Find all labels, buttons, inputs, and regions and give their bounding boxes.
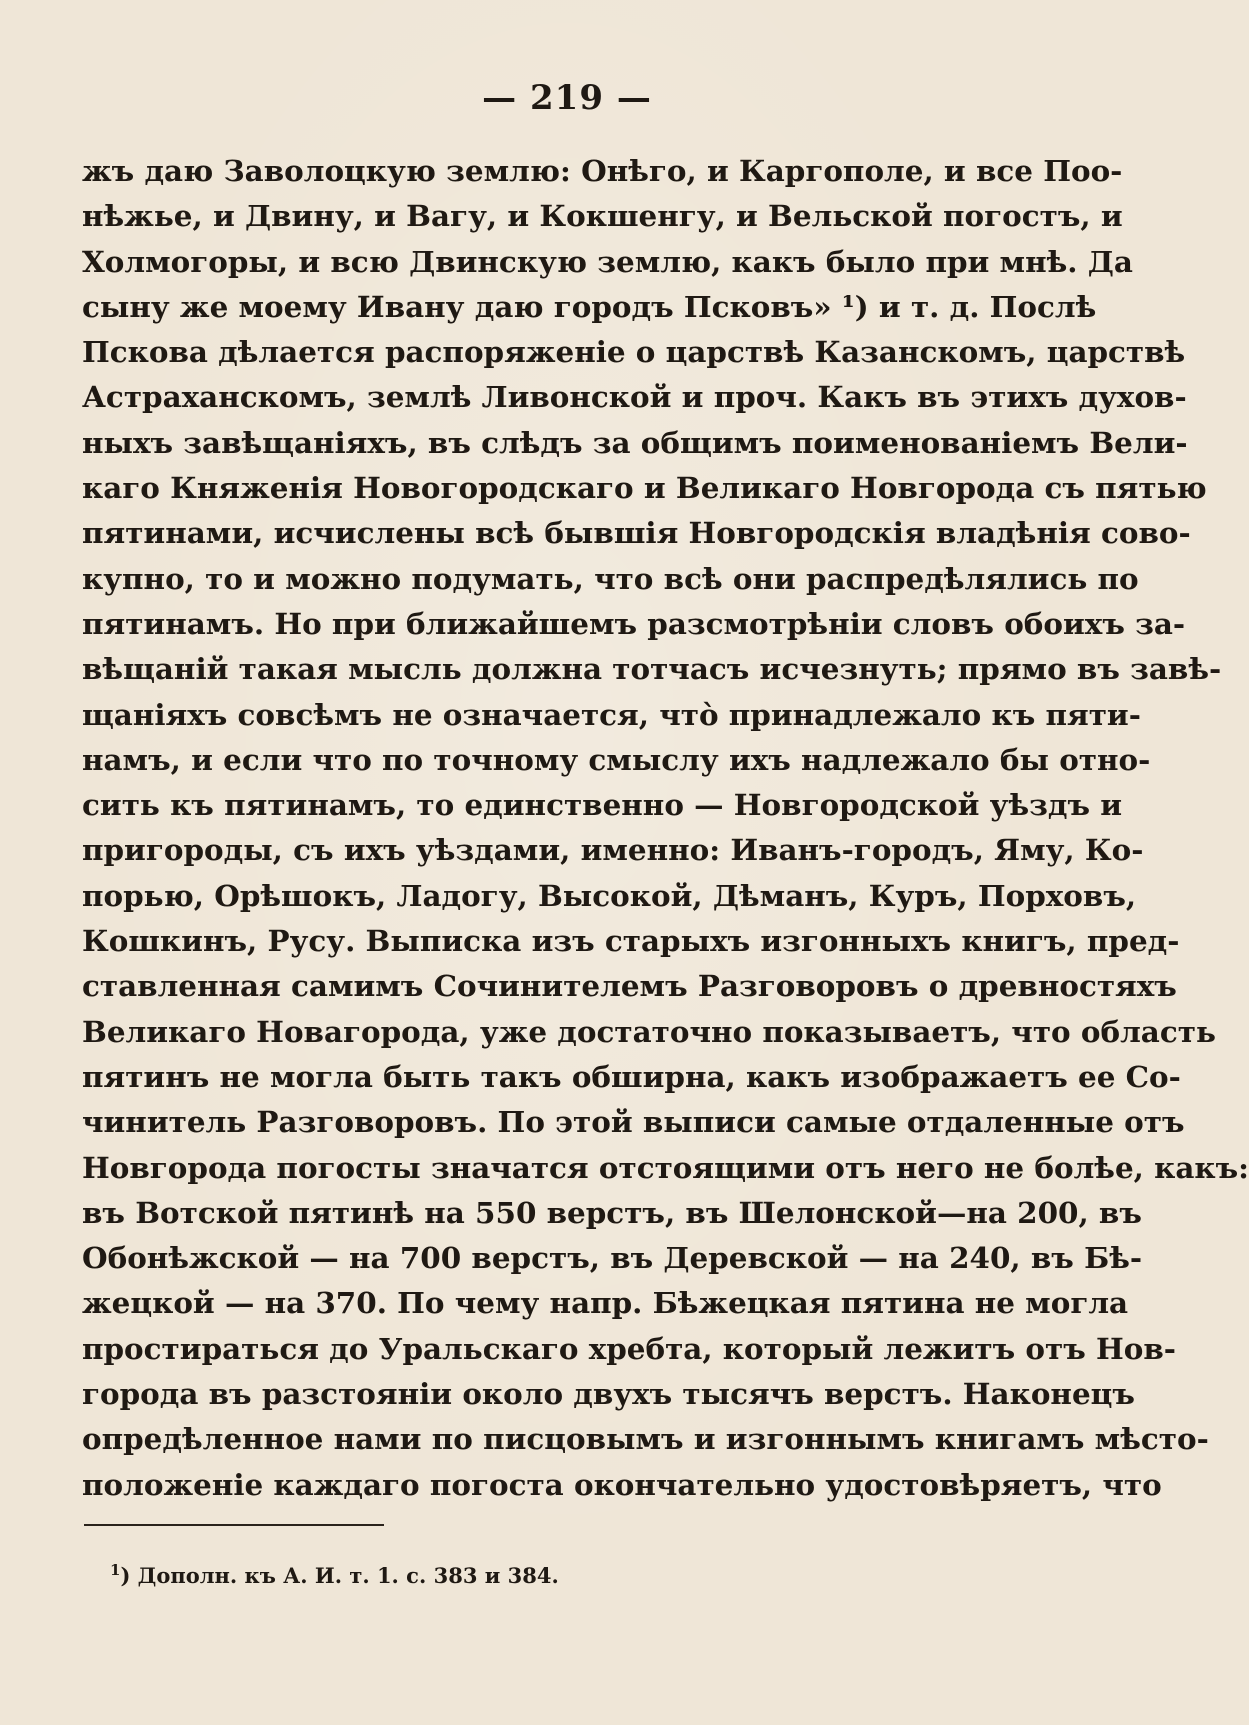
footnote: [110, 1562, 910, 1590]
text-line: щаніяхъ совсѣмъ не означается, что̀ принадлежало къ пяти-: [82, 696, 1141, 732]
text-line: пятинъ не могла быть такъ обширна, какъ изображаетъ ее Со-: [82, 1058, 1181, 1094]
text-line: въ Вотской пятинѣ на 550 верстъ, въ Шелонской—на 200, въ: [82, 1194, 1142, 1230]
text-line: Астраханскомъ, землѣ Ливонской и проч. Какъ въ этихъ духов-: [82, 379, 1187, 415]
text-line: положеніе каждаго погоста окончательно удостовѣряетъ, что: [82, 1466, 1162, 1502]
page-number: — 219 —: [482, 78, 652, 118]
text-line: чинитель Разговоровъ. По этой выписи самые отдаленные отъ: [82, 1104, 1185, 1140]
text-line: порью, Орѣшокъ, Ладогу, Высокой, Дѣманъ, Куръ, Порховъ,: [82, 877, 1137, 913]
text-line: Новгорода погосты значатся отстоящими отъ него не болѣе, какъ:: [82, 1149, 1249, 1185]
text-line: сыну же моему Ивану даю городъ Псковъ» ¹) и т. д. Послѣ: [82, 288, 1097, 324]
text-line: Холмогоры, и всю Двинскую землю, какъ было при мнѣ. Да: [82, 243, 1133, 279]
text-line: жъ даю Заволоцкую землю: Онѣго, и Каргополе, и все Поо-: [82, 153, 1123, 188]
text-line: опредѣленное нами по писцовымъ и изгоннымъ книгамъ мѣсто-: [82, 1421, 1209, 1457]
text-line: Обонѣжской — на 700 верстъ, въ Деревской — на 240, въ Бѣ-: [82, 1240, 1143, 1276]
footnote-text: ) Дополн. къ А. И. т. 1. с. 383 и 384.: [120, 1563, 559, 1588]
body-text: [82, 148, 1249, 1507]
text-line: ставленная самимъ Сочинителемъ Разговоровъ о древностяхъ: [82, 968, 1177, 1004]
text-line: ныхъ завѣщаніяхъ, въ слѣдъ за общимъ поименованіемъ Вели-: [82, 424, 1188, 460]
text-line: пригороды, съ ихъ уѣздами, именно: Иванъ-городъ, Яму, Ко-: [82, 832, 1144, 868]
text-line: пятинамъ. Но при ближайшемъ разсмотрѣніи словъ обоихъ за-: [82, 605, 1186, 641]
footnote-marker: 1: [110, 1561, 121, 1579]
text-line: простираться до Уральскаго хребта, который лежитъ отъ Нов-: [82, 1330, 1176, 1366]
text-line: города въ разстояніи около двухъ тысячъ верстъ. Наконецъ: [82, 1376, 1135, 1412]
footnote-divider: [84, 1524, 384, 1526]
text-line: пятинами, исчислены всѣ бывшія Новгородскія владѣнія сово-: [82, 515, 1191, 551]
text-line: жецкой — на 370. По чему напр. Бѣжецкая пятина не могла: [82, 1285, 1129, 1321]
text-line: Кошкинъ, Русу. Выписка изъ старыхъ изгонныхъ книгъ, пред-: [82, 923, 1180, 959]
text-line: нѣжье, и Двину, и Вагу, и Кокшенгу, и Вельской погостъ, и: [82, 198, 1123, 234]
text-line: Пскова дѣлается распоряженіе о царствѣ Казанскомъ, царствѣ: [82, 334, 1186, 370]
text-line: намъ, и если что по точному смыслу ихъ надлежало бы отно-: [82, 741, 1151, 777]
text-line: сить къ пятинамъ, то единственно — Новгородской уѣздъ и: [82, 787, 1123, 823]
text-line: купно, то и можно подумать, что всѣ они распредѣлялись по: [82, 560, 1139, 596]
text-line: каго Княженія Новогородскаго и Великаго Новгорода съ пятью: [82, 470, 1207, 506]
text-line: Великаго Новагорода, уже достаточно показываетъ, что область: [82, 1013, 1216, 1049]
text-line: вѣщаній такая мысль должна тотчасъ исчезнуть; прямо въ завѣ-: [82, 651, 1222, 687]
